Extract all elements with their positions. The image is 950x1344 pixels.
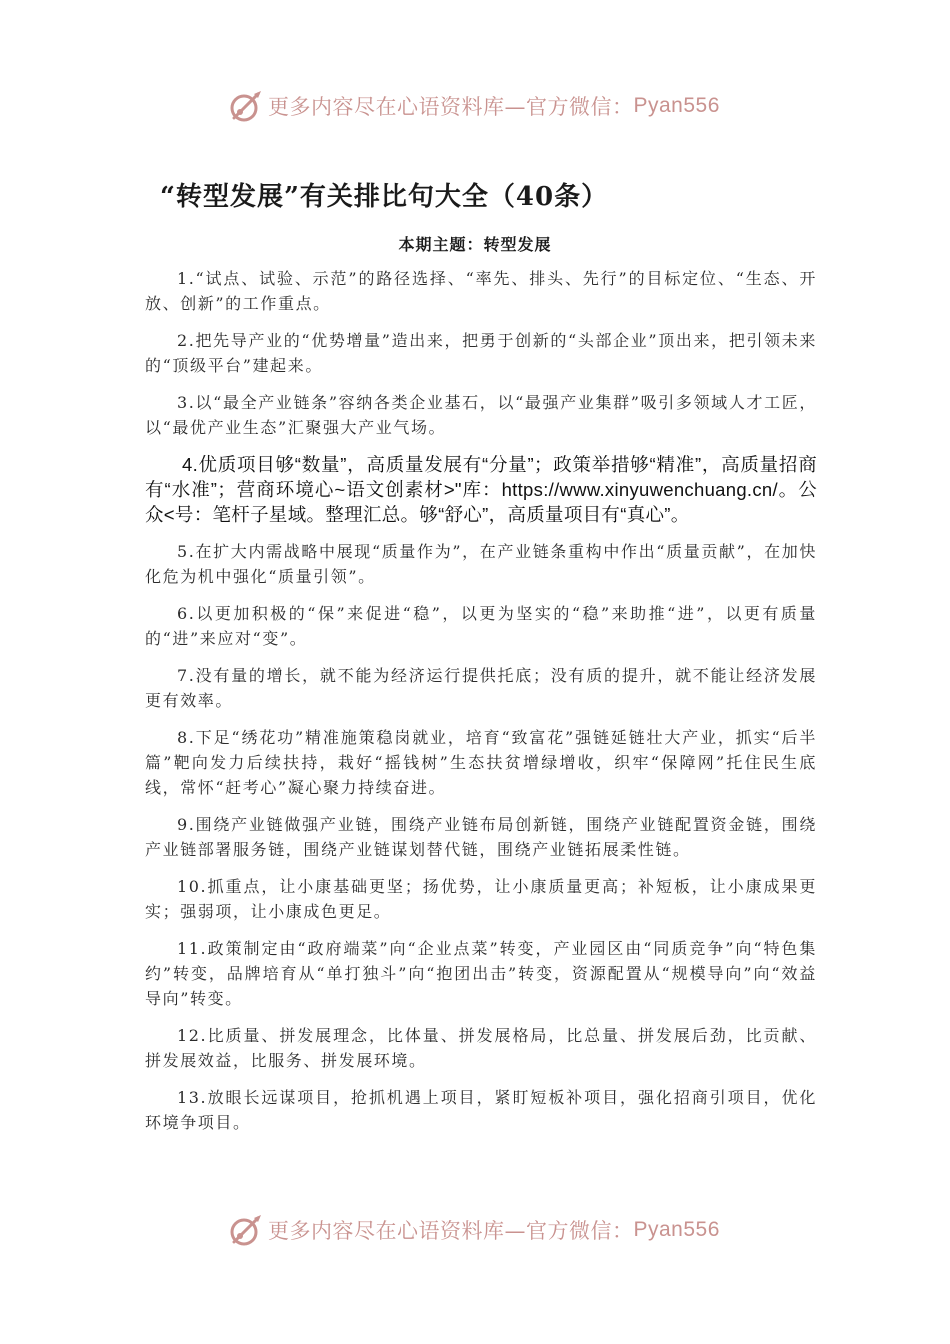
list-item: 5.在扩大内需战略中展现“质量作为”，在产业链条重构中作出“质量贡献”，在加快化危为机中强化“质量引领”。 [145, 542, 817, 586]
banner-text: 更多内容尽在心语资料库—官方微信： [268, 1219, 634, 1243]
watermark-banner-bottom [228, 1210, 720, 1250]
page-title: “转型发展”有关排比句大全（40条） [160, 182, 609, 212]
banner-text: 更多内容尽在心语资料库—官方微信： [268, 95, 634, 119]
list-item: 12.比质量、拼发展理念，比体量、拼发展格局，比总量、拼发展后劲，比贡献、拼发展效益，比服务、拼发展环境。 [145, 1026, 817, 1070]
list-item: 7.没有量的增长，就不能为经济运行提供托底；没有质的提升，就不能让经济发展更有效率。 [145, 666, 817, 710]
list-item: 8.下足“绣花功”精准施策稳岗就业，培育“致富花”强链延链壮大产业，抓实“后半篇”靶向发力后续扶持，栽好“摇钱树”生态扶贫增绿增收，织牢“保障网”托住民生底线，常怀“赶考心”凝心聚力持续奋进。 [145, 728, 817, 797]
list-item: 9.围绕产业链做强产业链，围绕产业链布局创新链，围绕产业链配置资金链，围绕产业链部署服务链，围绕产业链谋划替代链，围绕产业链拓展柔性链。 [145, 815, 817, 859]
list-item: 3.以“最全产业链条”容纳各类企业基石，以“最强产业集群”吸引多领域人才工匠，以“最优产业生态”汇聚强大产业气场。 [145, 393, 817, 437]
banner-wechat-id: Pyan556 [633, 94, 720, 117]
brush-logo-icon [228, 88, 264, 124]
banner-wechat-id: Pyan556 [633, 1218, 720, 1241]
list-item: 4.优质项目够“数量”，高质量发展有“分量”；政策举措够“精准”，高质量招商有“水准”；营商环境心~语文创素材>"库：https://www.xinyuwenchuang.cn/。公众<号：笔杆子星域。整理汇总。够“舒心”，高质量项目有“真心”。 [145, 454, 817, 525]
list-item: 11.政策制定由“政府端菜”向“企业点菜”转变，产业园区由“同质竞争”向“特色集约”转变，品牌培育从“单打独斗”向“抱团出击”转变，资源配置从“规模导向”向“效益导向”转变。 [145, 939, 817, 1008]
watermark-banner-top [228, 86, 720, 126]
list-item: 1.“试点、试验、示范”的路径选择、“率先、排头、先行”的目标定位、“生态、开放、创新”的工作重点。 [145, 269, 817, 313]
list-item: 6.以更加积极的“保”来促进“稳”，以更为坚实的“稳”来助推“进”，以更有质量的“进”来应对“变”。 [145, 604, 817, 648]
list-item: 10.抓重点，让小康基础更坚；扬优势，让小康质量更高；补短板，让小康成果更实；强弱项，让小康成色更足。 [145, 877, 817, 921]
page-subtitle: 本期主题：转型发展 [398, 235, 552, 254]
sentence-list [145, 266, 817, 1147]
list-item: 2.把先导产业的“优势增量”造出来，把勇于创新的“头部企业”顶出来，把引领未来的“顶级平台”建起来。 [145, 331, 817, 375]
brush-logo-icon [228, 1212, 264, 1248]
list-item: 13.放眼长远谋项目，抢抓机遇上项目，紧盯短板补项目，强化招商引项目，优化环境争项目。 [145, 1088, 817, 1132]
